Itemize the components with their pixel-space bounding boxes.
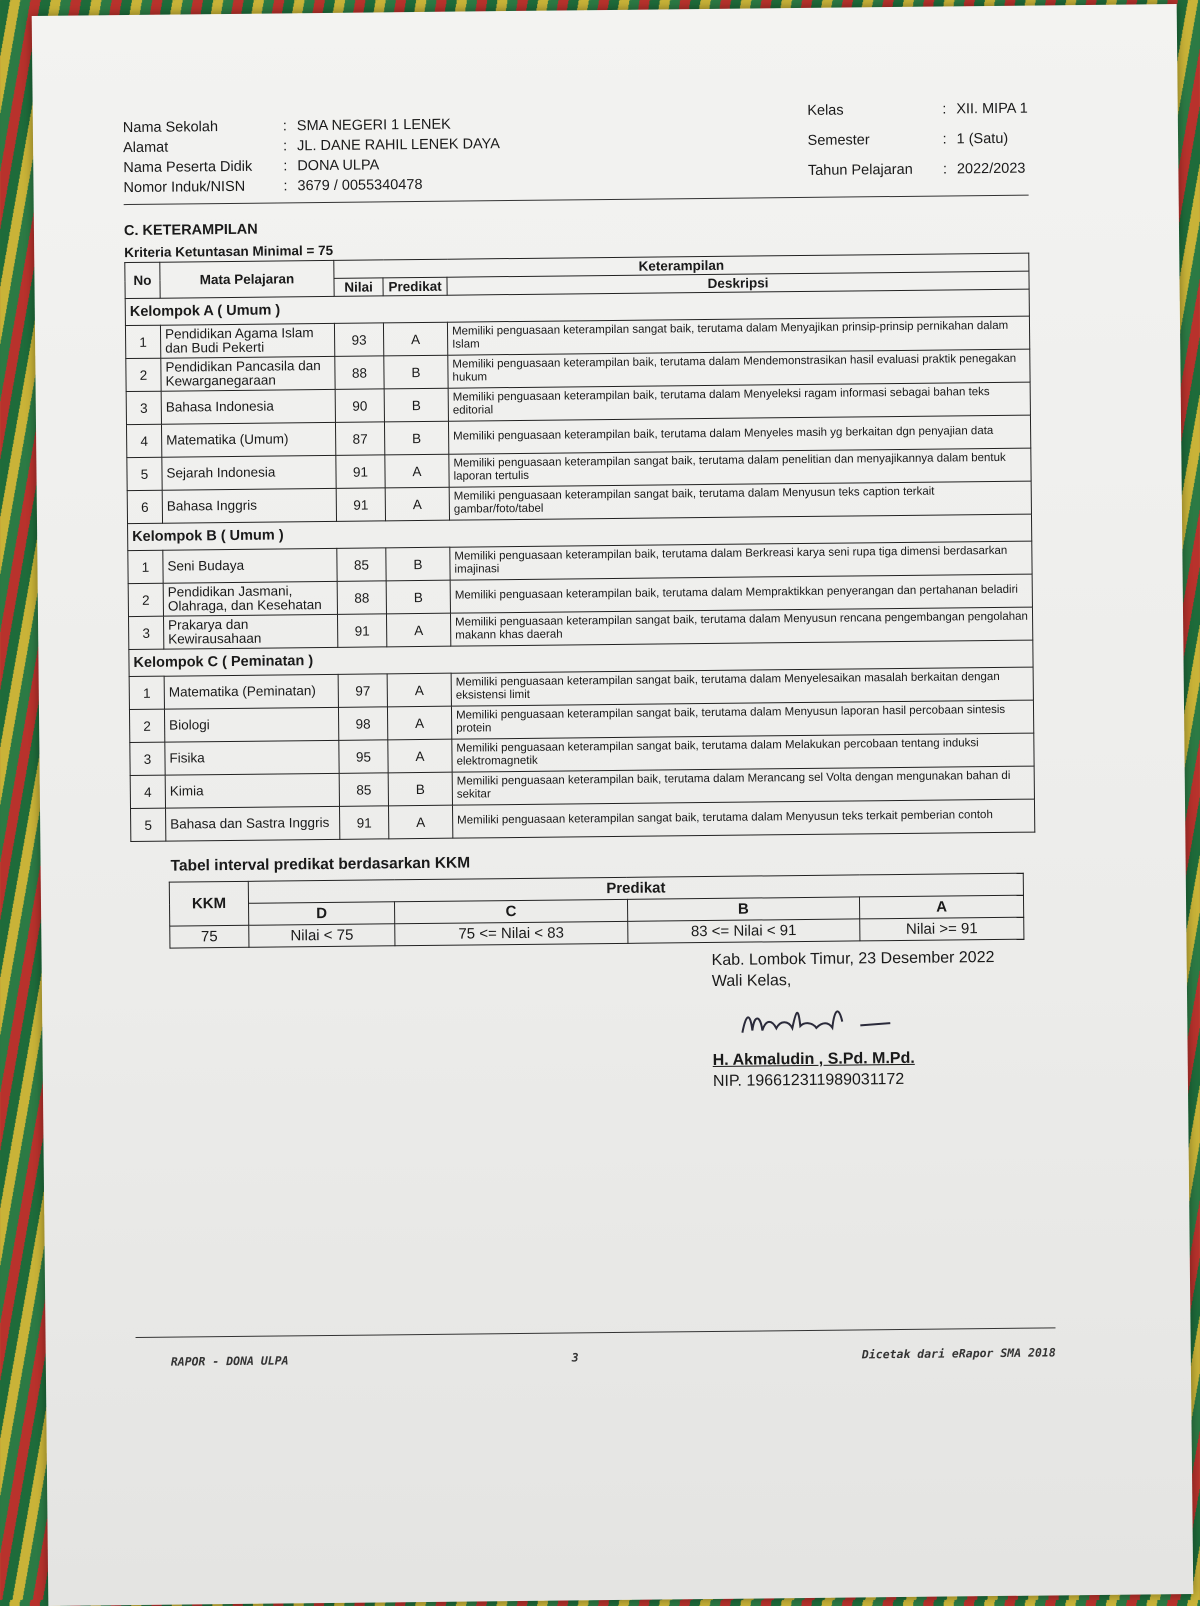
grade-value: A	[386, 613, 450, 647]
subject-name: Sejarah Indonesia	[162, 455, 336, 490]
row-number: 6	[127, 490, 162, 523]
grade-value: A	[385, 454, 449, 488]
grade-a: A	[860, 895, 1024, 919]
info-label: Nama Peserta Didik	[123, 158, 253, 177]
skills-table	[124, 253, 1035, 842]
info-left: Nama Sekolah : SMA NEGERI 1 LENEK Alamat : JL. DANE RAHIL LENEK DAYA Nama Peserta Didik : DONA ULPA Nomor Induk/NISN : 3679 / 0055340478	[122, 116, 500, 197]
skill-description: Memiliki penguasaan keterampilan sangat baik, terutama dalam Menyusun teks caption terkait gambar/foto/tabel	[449, 481, 1031, 520]
school-address: JL. DANE RAHIL LENEK DAYA	[297, 136, 500, 155]
score-value: 97	[338, 674, 387, 708]
row-number: 2	[129, 709, 164, 742]
info-label: Alamat	[123, 139, 169, 157]
signer-nip: NIP. 196612311989031172	[712, 1071, 905, 1091]
subject-name: Pendidikan Agama Islam dan Budi Pekerti	[160, 323, 334, 358]
subject-name: Bahasa Indonesia	[161, 389, 335, 424]
signer-name: H. Akmaludin , S.Pd. M.Pd.	[712, 1050, 915, 1070]
skill-description: Memiliki penguasaan keterampilan baik, terutama dalam Mempraktikkan penyerangan dan pertahanan beladiri	[450, 574, 1032, 613]
skill-description: Memiliki penguasaan keterampilan baik, terutama dalam Berkreasi karya seni rupa tiga dimensi berdasarkan imajinasi	[450, 541, 1032, 580]
skill-description: Memiliki penguasaan keterampilan sangat baik, terutama dalam Menyusun laporan hasil percobaan sintesis protein	[451, 700, 1033, 739]
interval-predikat-header: Predikat	[248, 873, 1023, 903]
row-number: 1	[128, 550, 163, 583]
header-keterampilan: Keterampilan	[334, 253, 1029, 278]
header-subject: Mata Pelajaran	[160, 260, 334, 298]
range-c: 75 <= Nilai < 83	[395, 921, 628, 945]
header-deskripsi: Deskripsi	[447, 271, 1029, 295]
info-label: Nomor Induk/NISN	[123, 178, 246, 197]
footer-right: Dicetak dari eRapor SMA 2018	[861, 1345, 1056, 1362]
info-right: Kelas : XII. MIPA 1 Semester : 1 (Satu) Tahun Pelajaran : 2022/2023	[807, 101, 1028, 189]
skill-description: Memiliki penguasaan keterampilan sangat baik, terutama dalam Menyusun teks terkait pemberian contoh	[452, 799, 1034, 838]
page-number: 3	[571, 1350, 579, 1365]
row-number: 5	[131, 808, 166, 841]
grade-value: B	[384, 355, 448, 389]
score-value: 95	[339, 740, 388, 774]
grade-c: C	[395, 899, 628, 923]
group-title: Kelompok B ( Umum )	[128, 514, 1032, 550]
grade-value: A	[388, 739, 452, 773]
grade-value: A	[383, 322, 447, 356]
info-label: Tahun Pelajaran	[807, 161, 913, 179]
score-value: 91	[337, 614, 386, 648]
student-nisn: 3679 / 0055340478	[297, 176, 423, 195]
row-number: 1	[129, 676, 164, 709]
row-number: 3	[130, 742, 165, 775]
row-number: 4	[126, 424, 161, 457]
handwritten-signature	[732, 990, 953, 1044]
grade-value: A	[385, 487, 449, 521]
score-value: 91	[339, 806, 388, 840]
score-value: 98	[338, 707, 387, 741]
subject-name: Matematika (Peminatan)	[164, 674, 338, 709]
range-a: Nilai >= 91	[860, 917, 1024, 941]
kkm-line: Kriteria Ketuntasan Minimal = 75	[124, 242, 334, 261]
year-value: 2022/2023	[956, 160, 1026, 178]
grade-value: A	[387, 673, 451, 707]
skill-description: Memiliki penguasaan keterampilan sangat baik, terutama dalam Menyusun rencana pengembangan pengolahan makann khas daerah	[450, 607, 1032, 646]
footer-left: RAPOR - DONA ULPA	[170, 1353, 289, 1369]
score-value: 88	[337, 581, 386, 615]
grade-value: A	[388, 805, 452, 839]
skill-description: Memiliki penguasaan keterampilan sangat baik, terutama dalam Menyelesaikan masalah berkaitan dengan eksistensi limit	[451, 667, 1033, 706]
grade-value: B	[388, 772, 452, 806]
range-b: 83 <= Nilai < 91	[627, 919, 860, 943]
school-name: SMA NEGERI 1 LENEK	[296, 116, 451, 135]
subject-name: Bahasa Inggris	[162, 488, 336, 523]
header-nilai: Nilai	[334, 278, 383, 297]
subject-name: Matematika (Umum)	[161, 422, 335, 457]
row-number: 5	[127, 457, 162, 490]
skill-description: Memiliki penguasaan keterampilan sangat baik, terutama dalam penelitian dan menyajikannya dalam bentuk laporan tertulis	[449, 448, 1031, 487]
skill-description: Memiliki penguasaan keterampilan baik, terutama dalam Menyeleksi ragam informasi sebagai bahan teks editorial	[448, 382, 1030, 421]
score-value: 91	[336, 488, 385, 522]
score-value: 87	[335, 422, 384, 456]
report-paper	[32, 4, 1194, 1606]
header-divider	[124, 195, 1029, 205]
skills-table-body	[125, 289, 1035, 841]
row-number: 4	[130, 775, 165, 808]
skill-description: Memiliki penguasaan keterampilan sangat baik, terutama dalam Melakukan percobaan tentang induksi elektromagnetik	[452, 733, 1034, 772]
grade-value: A	[387, 706, 451, 740]
report-content	[122, 100, 1038, 1099]
skill-description: Memiliki penguasaan keterampilan baik, terutama dalam Mendemonstrasikan hasil evaluasi praktik penegakan hukum	[448, 349, 1030, 388]
grade-d: D	[249, 902, 395, 926]
subject-name: Kimia	[165, 773, 339, 808]
kkm-value: 75	[170, 925, 249, 948]
group-title: Kelompok A ( Umum )	[125, 289, 1029, 325]
range-d: Nilai < 75	[249, 924, 395, 948]
section-title: C. KETERAMPILAN	[123, 221, 258, 240]
semester-value: 1 (Satu)	[956, 130, 1009, 148]
grade-value: B	[384, 388, 448, 422]
skill-description: Memiliki penguasaan keterampilan baik, terutama dalam Menyeles masih yg berkaitan dgn penyajian data	[448, 415, 1030, 454]
grade-value: B	[386, 547, 450, 581]
subject-name: Prakarya dan Kewirausahaan	[163, 614, 337, 649]
interval-title: Tabel interval predikat berdasarkan KKM	[170, 854, 471, 875]
subject-name: Seni Budaya	[163, 548, 337, 583]
row-number: 2	[128, 583, 163, 616]
row-number: 1	[125, 325, 160, 358]
group-title: Kelompok C ( Peminatan )	[129, 640, 1033, 676]
row-number: 3	[126, 391, 161, 424]
page-footer	[171, 1345, 1056, 1368]
grade-value: B	[386, 580, 450, 614]
info-label: Semester	[807, 132, 870, 149]
subject-name: Fisika	[165, 740, 339, 775]
header-predikat: Predikat	[383, 277, 447, 296]
subject-name: Biologi	[164, 707, 338, 742]
grade-b: B	[627, 897, 860, 921]
score-value: 91	[336, 455, 385, 489]
grade-value: B	[384, 421, 448, 455]
signer-role: Wali Kelas,	[711, 971, 792, 990]
signature-block	[712, 948, 1038, 1093]
score-value: 90	[335, 389, 384, 423]
score-value: 85	[337, 548, 386, 582]
info-label: Kelas	[807, 102, 844, 119]
student-name: DONA ULPA	[297, 157, 380, 175]
subject-name: Pendidikan Jasmani, Olahraga, dan Kesehatan	[163, 581, 337, 616]
subject-name: Pendidikan Pancasila dan Kewarganegaraan	[161, 356, 335, 391]
student-info	[122, 100, 1029, 197]
row-number: 3	[129, 616, 164, 649]
class-value: XII. MIPA 1	[956, 100, 1028, 118]
score-value: 85	[339, 773, 388, 807]
row-number: 2	[126, 358, 161, 391]
place-date: Kab. Lombok Timur, 23 Desember 2022	[711, 949, 995, 969]
footer-divider	[136, 1327, 1056, 1338]
skill-description: Memiliki penguasaan keterampilan sangat baik, terutama dalam Menyajikan prinsip-prinsip pernikahan dalam Islam	[447, 316, 1029, 355]
score-value: 88	[335, 356, 384, 390]
header-no: No	[125, 262, 160, 298]
info-label: Nama Sekolah	[122, 119, 219, 137]
interval-table	[169, 873, 1025, 949]
subject-name: Bahasa dan Sastra Inggris	[166, 806, 340, 841]
score-value: 93	[334, 323, 383, 357]
skill-description: Memiliki penguasaan keterampilan baik, terutama dalam Merancang sel Volta dengan mengunakan bahan di sekitar	[452, 766, 1034, 805]
interval-kkm-header: KKM	[169, 881, 248, 926]
